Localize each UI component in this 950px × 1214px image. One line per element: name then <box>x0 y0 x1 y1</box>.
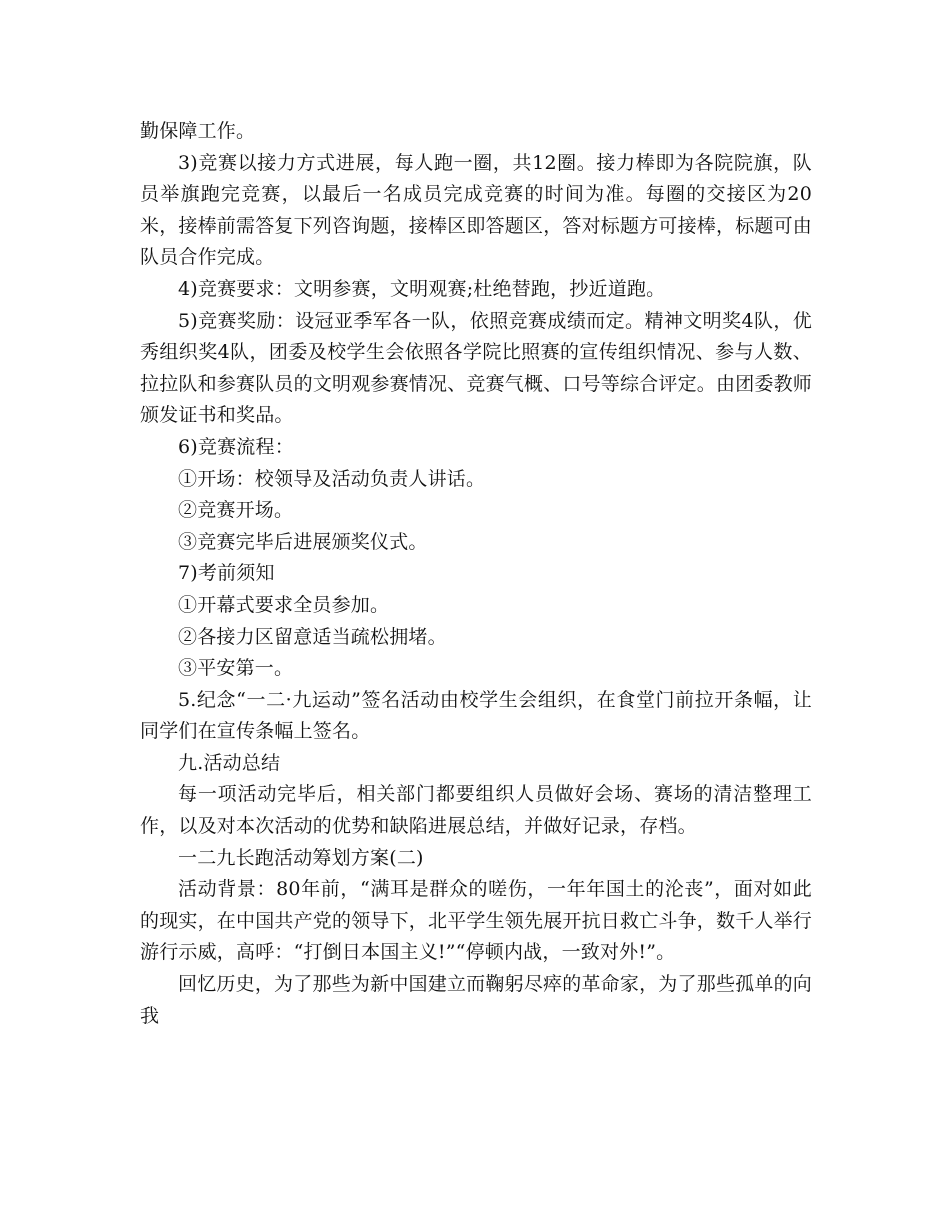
paragraph-notes-heading: 7)考前须知 <box>178 562 275 585</box>
paragraph-competition-process-heading: 6)竞赛流程： <box>178 435 294 458</box>
list-item-opening: ①开场：校领导及活动负责人讲话。 <box>178 467 486 490</box>
section-heading-summary: 九.活动总结 <box>178 751 281 774</box>
list-item-attendance: ①开幕式要求全员参加。 <box>178 593 390 616</box>
list-item-relay-zone: ②各接力区留意适当疏松拥堵。 <box>178 625 447 648</box>
paragraph-signature-activity: 5.纪念“一二·九运动”签名活动由校学生会组织，在食堂门前拉开条幅，让同学们在宣传条幅上签名。 <box>140 688 812 743</box>
paragraph-competition-requirements: 4)竞赛要求：文明参赛，文明观赛;杜绝替跑，抄近道跑。 <box>178 277 666 300</box>
section-heading-plan-two: 一二九长跑活动筹划方案(二) <box>178 846 424 869</box>
paragraph-background: 活动背景：80年前，“满耳是群众的嗟伤，一年年国土的沦丧”，面对如此的现实，在中国共产党的领导下，北平学生领先展开抗日救亡斗争，数千人举行游行示威，高呼：“打倒日本国主义!”“停顿内战，一致对外!”。 <box>140 878 813 964</box>
paragraph-continuation: 勤保障工作。 <box>140 120 256 142</box>
list-item-start: ②竞赛开场。 <box>178 499 294 522</box>
paragraph-relay-rules: 3)竞赛以接力方式进展，每人跑一圈，共12圈。接力棒即为各院院旗，队员举旗跑完竞赛，以最后一名成员完成竞赛的时间为准。每圈的交接区为20米，接棒前需答复下列咨询题，接棒区即答题区，答对标题方可接棒，标题可由队员合作完成。 <box>140 151 813 269</box>
document-body <box>140 116 812 1032</box>
list-item-safety: ③平安第一。 <box>178 657 294 680</box>
paragraph-competition-awards: 5)竞赛奖励：设冠亚季军各一队，依照竞赛成绩而定。精神文明奖4队，优秀组织奖4队，团委及校学生会依照各学院比照赛的宣传组织情况、参与人数、拉拉队和参赛队员的文明观参赛情况、竞赛气概、口号等综合评定。由团委教师颁发证书和奖品。 <box>140 309 813 427</box>
list-item-award-ceremony: ③竞赛完毕后进展颁奖仪式。 <box>178 530 428 553</box>
paragraph-history: 回忆历史，为了那些为新中国建立而鞠躬尽瘁的革命家，为了那些孤单的向我 <box>140 973 812 1027</box>
paragraph-summary: 每一项活动完毕后，相关部门都要组织人员做好会场、赛场的清洁整理工作，以及对本次活动的优势和缺陷进展总结，并做好记录，存档。 <box>140 783 812 838</box>
